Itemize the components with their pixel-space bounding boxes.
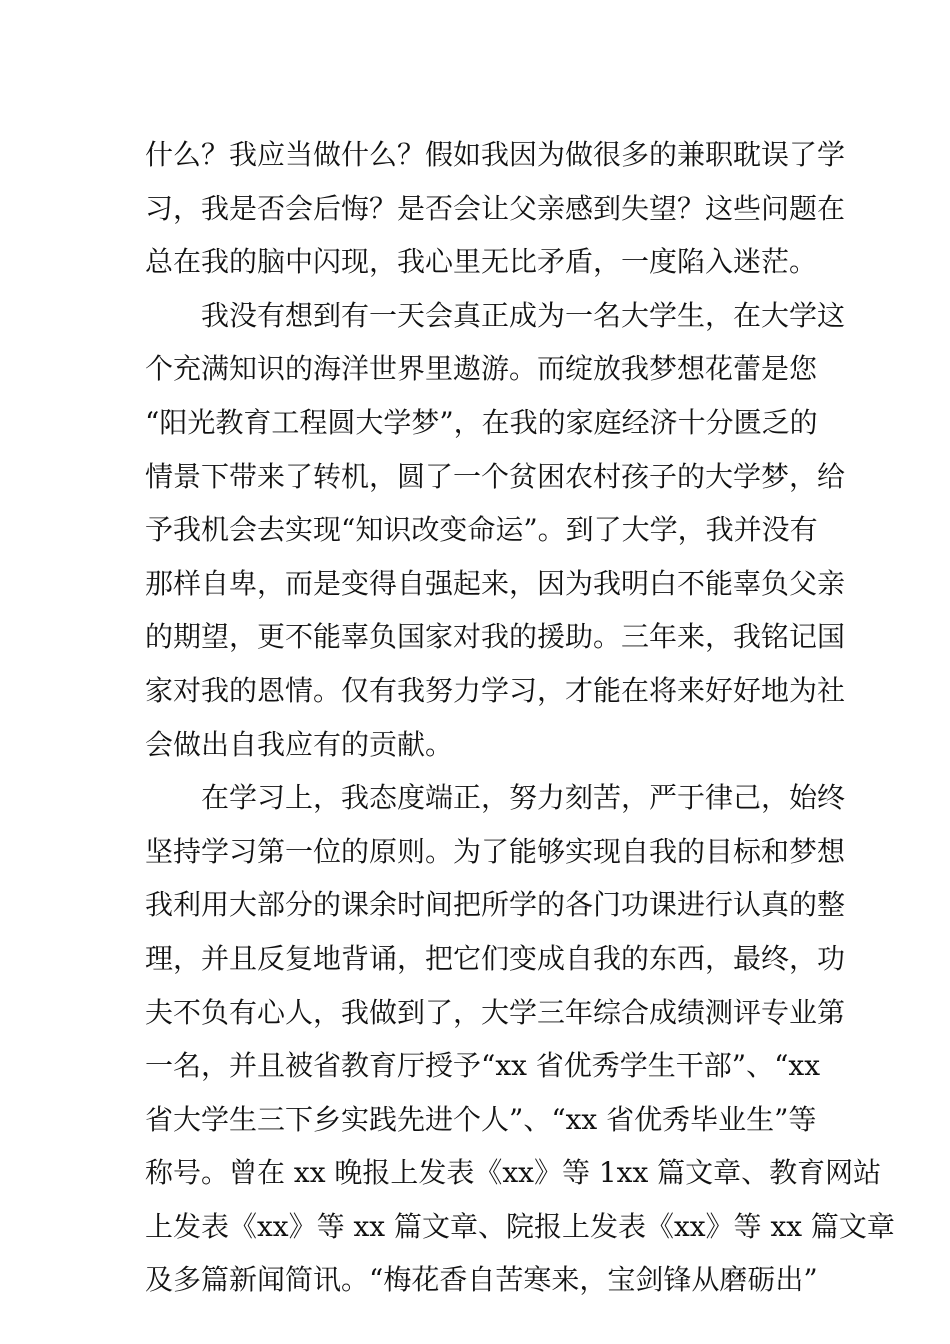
text-line: 在学习上，我态度端正，努力刻苦，严于律己，始终 — [201, 781, 846, 815]
text-line: 个充满知识的海洋世界里遨游。而绽放我梦想花蕾是您 — [145, 352, 818, 386]
text-line: 我没有想到有一天会真正成为一名大学生，在大学这 — [201, 298, 846, 332]
text-line: “阳光教育工程圆大学梦”，在我的家庭经济十分匮乏的 — [145, 405, 818, 439]
text-line: 夫不负有心人，我做到了，大学三年综合成绩测评专业第 — [145, 995, 846, 1029]
text-line: 那样自卑，而是变得自强起来，因为我明白不能辜负父亲 — [145, 566, 846, 600]
text-line: 家对我的恩情。仅有我努力学习，才能在将来好好地为社 — [145, 673, 846, 707]
text-line: 省大学生三下乡实践先进个人”、“xx 省优秀毕业生”等 — [145, 1102, 817, 1136]
body-text — [145, 128, 895, 1307]
text-line: 称号。曾在 xx 晚报上发表《xx》等 1xx 篇文章、教育网站 — [145, 1156, 882, 1190]
text-line: 习，我是否会后悔？是否会让父亲感到失望？这些问题在 — [145, 191, 846, 225]
paragraph — [145, 289, 846, 771]
text-line: 总在我的脑中闪现，我心里无比矛盾，一度陷入迷茫。 — [145, 245, 818, 279]
text-line: 会做出自我应有的贡献。 — [145, 727, 454, 761]
text-line: 情景下带来了转机，圆了一个贫困农村孩子的大学梦，给 — [145, 459, 846, 493]
paragraph — [145, 128, 846, 289]
text-line: 及多篇新闻简讯。“梅花香自苦寒来，宝剑锋从磨砺出” — [145, 1263, 818, 1297]
text-line: 一名，并且被省教育厅授予“xx 省优秀学生干部”、“xx — [145, 1049, 821, 1083]
text-line: 的期望，更不能辜负国家对我的援助。三年来，我铭记国 — [145, 620, 846, 654]
text-line: 坚持学习第一位的原则。为了能够实现自我的目标和梦想 — [145, 834, 846, 868]
paragraph — [145, 771, 895, 1307]
text-line: 予我机会去实现“知识改变命运”。到了大学，我并没有 — [145, 513, 818, 547]
text-line: 理，并且反复地背诵，把它们变成自我的东西，最终，功 — [145, 941, 846, 975]
text-line: 什么？我应当做什么？假如我因为做很多的兼职耽误了学 — [145, 138, 846, 171]
text-line: 我利用大部分的课余时间把所学的各门功课进行认真的整 — [145, 888, 846, 922]
text-line: 上发表《xx》等 xx 篇文章、院报上发表《xx》等 xx 篇文章 — [145, 1209, 895, 1243]
